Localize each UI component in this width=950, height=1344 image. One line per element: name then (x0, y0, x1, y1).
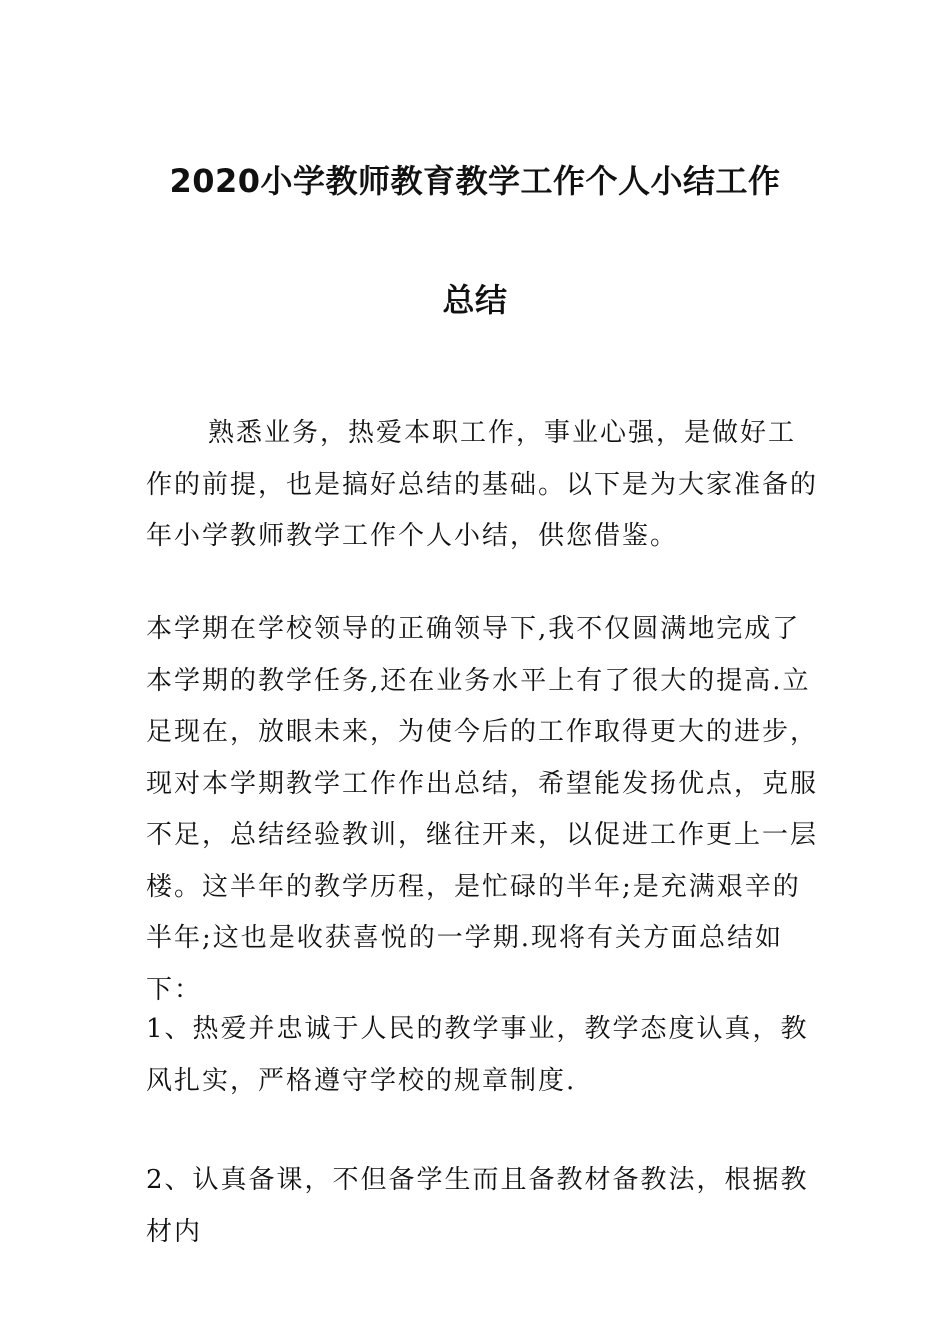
list-item-1: 1、热爱并忠诚于人民的教学事业，教学态度认真，教风扎实，严格遵守学校的规章制度. (146, 1014, 809, 1096)
document-title-line-1: 2020小学教师教育教学工作个人小结工作 (169, 162, 781, 200)
list-item-2: 2、认真备课，不但备学生而且备教材备教法，根据教材内 (146, 1165, 809, 1247)
body-paragraph-1: 本学期在学校领导的正确领导下,我不仅圆满地完成了本学期的教学任务,还在业务水平上有了很大的提高.立足现在，放眼未来，为使今后的工作取得更大的进步，现对本学期教学工作作出总结，希望能发扬优点，克服不足，总结经验教训，继往开来，以促进工作更上一层楼。这半年的教学历程，是忙碌的半年;是充满艰辛的半年;这也是收获喜悦的一学期.现将有关方面总结如下： (146, 614, 819, 1005)
intro-paragraph: 熟悉业务，热爱本职工作，事业心强，是做好工作的前提，也是搞好总结的基础。以下是为大家准备的年小学教师教学工作个人小结，供您借鉴。 (146, 418, 819, 551)
document-title-line-2: 总结 (442, 281, 508, 319)
